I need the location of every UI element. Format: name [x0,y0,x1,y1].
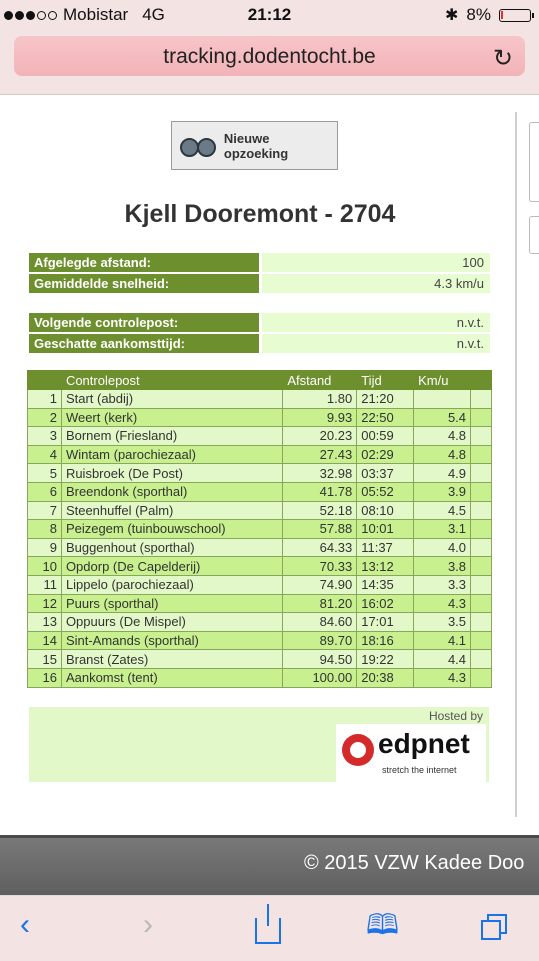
speed-cell: 3.5 [414,613,471,632]
table-row [28,390,492,409]
distance-cell: 70.33 [283,557,357,576]
row-number: 7 [28,501,62,520]
empty-cell [471,613,492,632]
table-row [28,408,492,427]
footer-divider [0,835,539,838]
edpnet-logo-tagline: stretch the internet [382,765,457,775]
control-post-name: Branst (Zates) [61,650,282,669]
share-icon[interactable] [255,910,281,936]
speed-cell: 3.8 [414,557,471,576]
table-row [28,482,492,501]
distance-cell: 84.60 [283,613,357,632]
table-row [28,650,492,669]
time-cell: 18:16 [357,631,414,650]
row-number: 2 [28,408,62,427]
control-post-name: Oppuurs (De Mispel) [61,613,282,632]
control-post-name: Sint-Amands (sporthal) [61,631,282,650]
distance-cell: 1.80 [283,390,357,409]
control-post-name: Lippelo (parochiezaal) [61,575,282,594]
table-row [28,427,492,446]
time-cell: 11:37 [357,538,414,557]
distance-cell: 94.50 [283,650,357,669]
time-cell: 00:59 [357,427,414,446]
stat-label: Gemiddelde snelheid: [29,274,259,293]
battery-percent: 8% [466,5,491,24]
control-post-name: Opdorp (De Capelderij) [61,557,282,576]
row-number: 6 [28,482,62,501]
empty-cell [471,594,492,613]
distance-cell: 9.93 [283,408,357,427]
status-right [445,5,531,25]
table-header: Tijd [357,371,414,390]
table-row [28,557,492,576]
empty-cell [471,575,492,594]
table-row [28,594,492,613]
binoculars-icon [180,134,216,158]
participant-title: Kjell Dooremont - 2704 [124,200,396,228]
control-post-name: Start (abdij) [61,390,282,409]
empty-cell [471,408,492,427]
control-post-table [27,370,492,688]
next-value: n.v.t. [262,334,490,353]
distance-cell: 32.98 [283,464,357,483]
time-cell: 16:02 [357,594,414,613]
distance-cell: 52.18 [283,501,357,520]
stat-label: Afgelegde afstand: [29,253,259,272]
time-cell: 02:29 [357,445,414,464]
browser-chrome [0,30,539,95]
row-number: 4 [28,445,62,464]
new-search-label: Nieuwe opzoeking [223,130,289,161]
table-row [28,538,492,557]
speed-cell: 4.0 [414,538,471,557]
empty-cell [471,482,492,501]
stat-row [29,274,490,293]
row-number: 13 [28,613,62,632]
next-row [29,334,490,353]
time-cell: 21:20 [357,390,414,409]
bluetooth-icon: ✱ [445,7,459,24]
status-bar [0,0,539,30]
distance-cell: 81.20 [283,594,357,613]
table-header [471,371,492,390]
time-cell: 13:12 [357,557,414,576]
empty-cell [471,650,492,669]
table-body [28,390,492,688]
empty-cell [471,631,492,650]
row-number: 8 [28,520,62,539]
url-text[interactable]: tracking.dodentocht.be [163,45,376,68]
next-block [29,313,490,355]
distance-cell: 74.90 [283,575,357,594]
speed-cell: 3.9 [414,482,471,501]
row-number: 1 [28,390,62,409]
row-number: 15 [28,650,62,669]
time-cell: 05:52 [357,482,414,501]
clock: 21:12 [247,5,292,24]
edpnet-logo-mark [342,734,374,766]
battery-fill [501,11,503,19]
empty-cell [471,668,492,687]
speed-cell [414,390,471,409]
table-row [28,520,492,539]
stat-row [29,253,490,272]
empty-cell [471,557,492,576]
table-header [28,371,62,390]
side-tab [529,122,539,202]
reload-icon[interactable]: ↻ [492,45,513,72]
table-row [28,613,492,632]
empty-cell [471,445,492,464]
distance-cell: 89.70 [283,631,357,650]
hosted-by-label: Hosted by [428,709,483,723]
address-bar[interactable] [14,36,525,76]
speed-cell: 4.3 [414,594,471,613]
control-post-name: Steenhuffel (Palm) [61,501,282,520]
row-number: 12 [28,594,62,613]
control-post-name: Ruisbroek (De Post) [61,464,282,483]
row-number: 9 [28,538,62,557]
edpnet-logo-word: edpnet [378,728,470,759]
empty-cell [471,501,492,520]
control-post-name: Aankomst (tent) [61,668,282,687]
empty-cell [471,464,492,483]
empty-cell [471,427,492,446]
time-cell: 14:35 [357,575,414,594]
table-row [28,631,492,650]
speed-cell: 5.4 [414,408,471,427]
hosted-by-box [29,707,489,782]
network-label: 4G [142,5,165,24]
time-cell: 20:38 [357,668,414,687]
control-post-name: Puurs (sporthal) [61,594,282,613]
side-tab [529,216,539,254]
stat-value: 100 [262,253,490,272]
speed-cell: 4.5 [414,501,471,520]
stats-block [29,253,490,295]
new-search-button[interactable] [171,121,338,170]
row-number: 16 [28,668,62,687]
table-header: Controlepost [61,371,282,390]
time-cell: 19:22 [357,650,414,669]
battery-icon [499,9,531,22]
row-number: 5 [28,464,62,483]
edpnet-logo[interactable] [336,724,486,782]
browser-toolbar [0,895,539,961]
table-row [28,575,492,594]
time-cell: 03:37 [357,464,414,483]
stat-value: 4.3 km/u [262,274,490,293]
row-number: 3 [28,427,62,446]
control-post-name: Buggenhout (sporthal) [61,538,282,557]
page-footer [0,835,539,895]
time-cell: 22:50 [357,408,414,427]
table-row [28,464,492,483]
distance-cell: 27.43 [283,445,357,464]
control-post-name: Bornem (Friesland) [61,427,282,446]
speed-cell: 4.3 [414,668,471,687]
distance-cell: 41.78 [283,482,357,501]
table-row [28,501,492,520]
row-number: 10 [28,557,62,576]
speed-cell: 3.3 [414,575,471,594]
next-label: Geschatte aankomsttijd: [29,334,259,353]
control-post-name: Peizegem (tuinbouwschool) [61,520,282,539]
table-header-row [28,371,492,390]
empty-cell [471,390,492,409]
time-cell: 08:10 [357,501,414,520]
table-row [28,445,492,464]
speed-cell: 4.8 [414,445,471,464]
distance-cell: 64.33 [283,538,357,557]
carrier-label: Mobistar [63,5,129,24]
speed-cell: 4.9 [414,464,471,483]
time-cell: 10:01 [357,520,414,539]
book-icon[interactable]: 🕮 [366,909,400,940]
control-post-name: Weert (kerk) [61,408,282,427]
table-header: Km/u [414,371,471,390]
distance-cell: 20.23 [283,427,357,446]
row-number: 11 [28,575,62,594]
control-post-name: Wintam (parochiezaal) [61,445,282,464]
next-row [29,313,490,332]
table-row [28,668,492,687]
row-number: 14 [28,631,62,650]
chevron-left-icon[interactable]: ‹ [20,908,30,941]
control-post-name: Breendonk (sporthal) [61,482,282,501]
speed-cell: 4.8 [414,427,471,446]
tabs-icon[interactable] [481,910,507,936]
speed-cell: 3.1 [414,520,471,539]
table-header: Afstand [283,371,357,390]
empty-cell [471,538,492,557]
next-value: n.v.t. [262,313,490,332]
next-label: Volgende controlepost: [29,313,259,332]
empty-cell [471,520,492,539]
chevron-right-icon[interactable]: › [143,908,153,941]
speed-cell: 4.4 [414,650,471,669]
speed-cell: 4.1 [414,631,471,650]
copyright-text: © 2015 VZW Kadee Doo [304,852,525,874]
distance-cell: 57.88 [283,520,357,539]
time-cell: 17:01 [357,613,414,632]
distance-cell: 100.00 [283,668,357,687]
